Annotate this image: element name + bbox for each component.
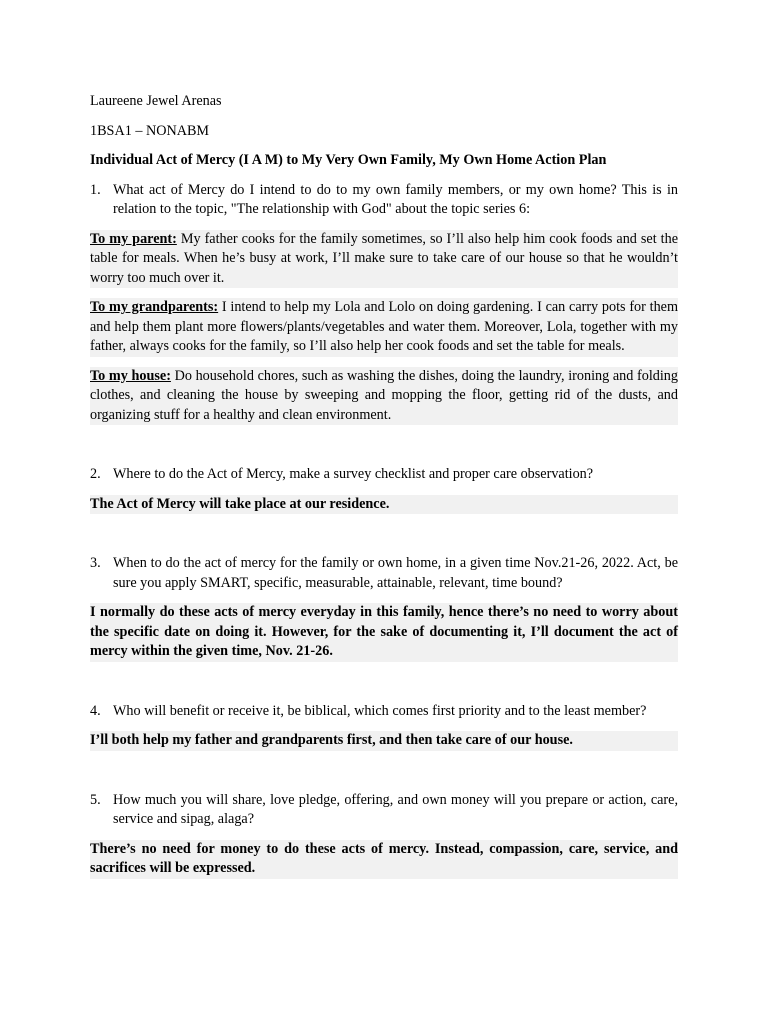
answer-2: The Act of Mercy will take place at our residence. bbox=[90, 495, 678, 515]
author-name: Laureene Jewel Arenas bbox=[90, 93, 222, 109]
grandparents-label: To my grandparents: bbox=[90, 299, 219, 315]
grandparents-text: I intend to help my Lola and Lolo on doing gardening. I can carry pots for them and help them plant more flowers/plants/vegetables and water them. Moreover, Lola, together with my father, always cooks for the family, so I’ll also help her cook foods and set the table for meals. bbox=[90, 299, 678, 354]
question-4 bbox=[90, 702, 678, 722]
question-1 bbox=[90, 181, 678, 220]
question-text: Who will benefit or receive it, be biblical, which comes first priority and to the least member? bbox=[113, 702, 647, 719]
question-5 bbox=[90, 791, 678, 830]
question-text: When to do the act of mercy for the family or own home, in a given time Nov.21-26, 2022. Act, be sure you apply SMART, specific, measurable, attainable, relevant, time bound? bbox=[113, 555, 678, 591]
house-label: To my house: bbox=[90, 367, 171, 384]
answer-house bbox=[90, 367, 678, 426]
parent-text: My father cooks for the family sometimes, so I’ll also help him cook foods and set the table for meals. When he’s busy at work, I’ll make sure to take care of our house so that he wouldn’t worry too much over it. bbox=[90, 230, 678, 286]
question-number: 3. bbox=[90, 555, 101, 571]
question-text: What act of Mercy do I intend to do to my own family members, or my own home? This is in relation to the topic, "The relationship with God" about the topic series 6: bbox=[113, 181, 678, 217]
answer-4: I’ll both help my father and grandparents first, and then take care of our house. bbox=[90, 731, 678, 751]
parent-label: To my parent: bbox=[90, 230, 177, 247]
question-text: How much you will share, love pledge, offering, and own money will you prepare or action, care, service and sipag, alaga? bbox=[113, 791, 678, 827]
answer-parent bbox=[90, 230, 678, 289]
document-title: Individual Act of Mercy (I A M) to My Very Own Family, My Own Home Action Plan bbox=[90, 152, 607, 168]
question-2 bbox=[90, 465, 678, 485]
question-text: Where to do the Act of Mercy, make a survey checklist and proper care observation? bbox=[113, 466, 594, 482]
question-number: 2. bbox=[90, 466, 101, 482]
question-3 bbox=[90, 554, 678, 593]
house-text: Do household chores, such as washing the dishes, doing the laundry, ironing and folding clothes, and cleaning the house by sweeping and mopping the floor, getting rid of the dusts, and organizing stuff for a healthy and clean environment. bbox=[90, 367, 678, 423]
question-number: 4. bbox=[90, 702, 101, 719]
answer-3: I normally do these acts of mercy everyday in this family, hence there’s no need to worry about the specific date on doing it. However, for the sake of documenting it, I’ll document the act of mercy within the given time, Nov. 21-26. bbox=[90, 603, 678, 662]
answer-grandparents bbox=[90, 298, 678, 357]
document-page bbox=[90, 92, 678, 889]
answer-5: There’s no need for money to do these acts of mercy. Instead, compassion, care, service, and sacrifices will be expressed. bbox=[90, 840, 678, 879]
question-number: 1. bbox=[90, 181, 101, 198]
section-label: 1BSA1 – NONABM bbox=[90, 122, 210, 139]
question-number: 5. bbox=[90, 791, 101, 808]
